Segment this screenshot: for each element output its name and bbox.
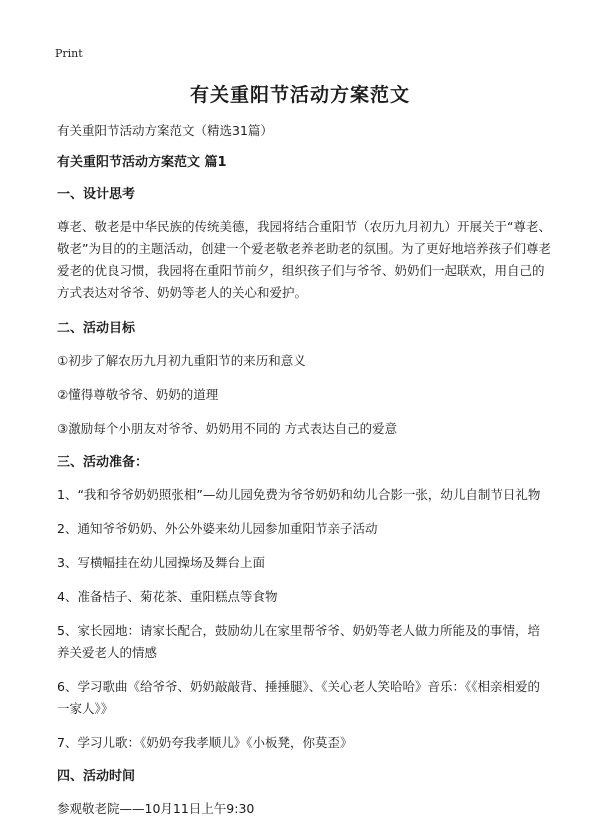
section-heading-time: 四、活动时间 xyxy=(57,769,136,784)
article-heading: 有关重阳节活动方案范文 篇1 xyxy=(57,155,227,170)
time-paragraph: 参观敬老院——10月11日上午9:30 xyxy=(57,801,255,816)
preparation-item: 2、通知爷爷奶奶、外公外婆来幼儿园参加重阳节亲子活动 xyxy=(57,521,378,536)
preparation-item: 4、准备桔子、菊花茶、重阳糕点等食物 xyxy=(57,589,278,604)
document-subtitle: 有关重阳节活动方案范文（精选31篇） xyxy=(57,123,273,138)
goal-item: ③激励每个小朋友对爷爷、奶奶用不同的 方式表达自己的爱意 xyxy=(57,421,398,436)
document-title: 有关重阳节活动方案范文 xyxy=(189,84,410,106)
document-body xyxy=(57,120,552,820)
print-label[interactable]: Print xyxy=(55,47,83,60)
preparation-item: 7、学习儿歌：《奶奶夸我孝顺儿》《小板凳，你莫歪》 xyxy=(57,735,353,750)
section-heading-design: 一、设计思考 xyxy=(57,187,136,202)
preparation-item: 3、写横幅挂在幼儿园操场及舞台上面 xyxy=(57,555,265,570)
section-heading-preparation: 三、活动准备： xyxy=(57,455,149,470)
section-heading-goals: 二、活动目标 xyxy=(57,321,136,336)
preparation-item: 6、学习歌曲《给爷爷、奶奶敲敲背、捶捶腿》、《关心老人笑哈哈》音乐：《《相亲相爱的一家人》》 xyxy=(57,679,540,716)
goal-item: ①初步了解农历九月初九重阳节的来历和意义 xyxy=(57,353,306,368)
design-paragraph: 尊老、敬老是中华民族的传统美德，我园将结合重阳节（农历九月初九）开展关于“尊老、敬老”为目的的主题活动，创建一个爱老敬老养老助老的氛围。为了更好地培养孩子们尊老爱老的优良习惯，我园将在重阳节前夕，组织孩子们与爷爷、奶奶们一起联欢，用自己的方式表达对爷爷、奶奶等老人的关心和爱护。 xyxy=(57,219,551,300)
preparation-item: 5、家长园地：请家长配合，鼓励幼儿在家里帮爷爷、奶奶等老人做力所能及的事情，培养关爱老人的情感 xyxy=(57,623,540,660)
preparation-item: 1、“我和爷爷奶奶照张相”—幼儿园免费为爷爷奶奶和幼儿合影一张，幼儿自制节日礼物 xyxy=(57,487,541,502)
goal-item: ②懂得尊敬爷爷、奶奶的道理 xyxy=(57,387,219,402)
